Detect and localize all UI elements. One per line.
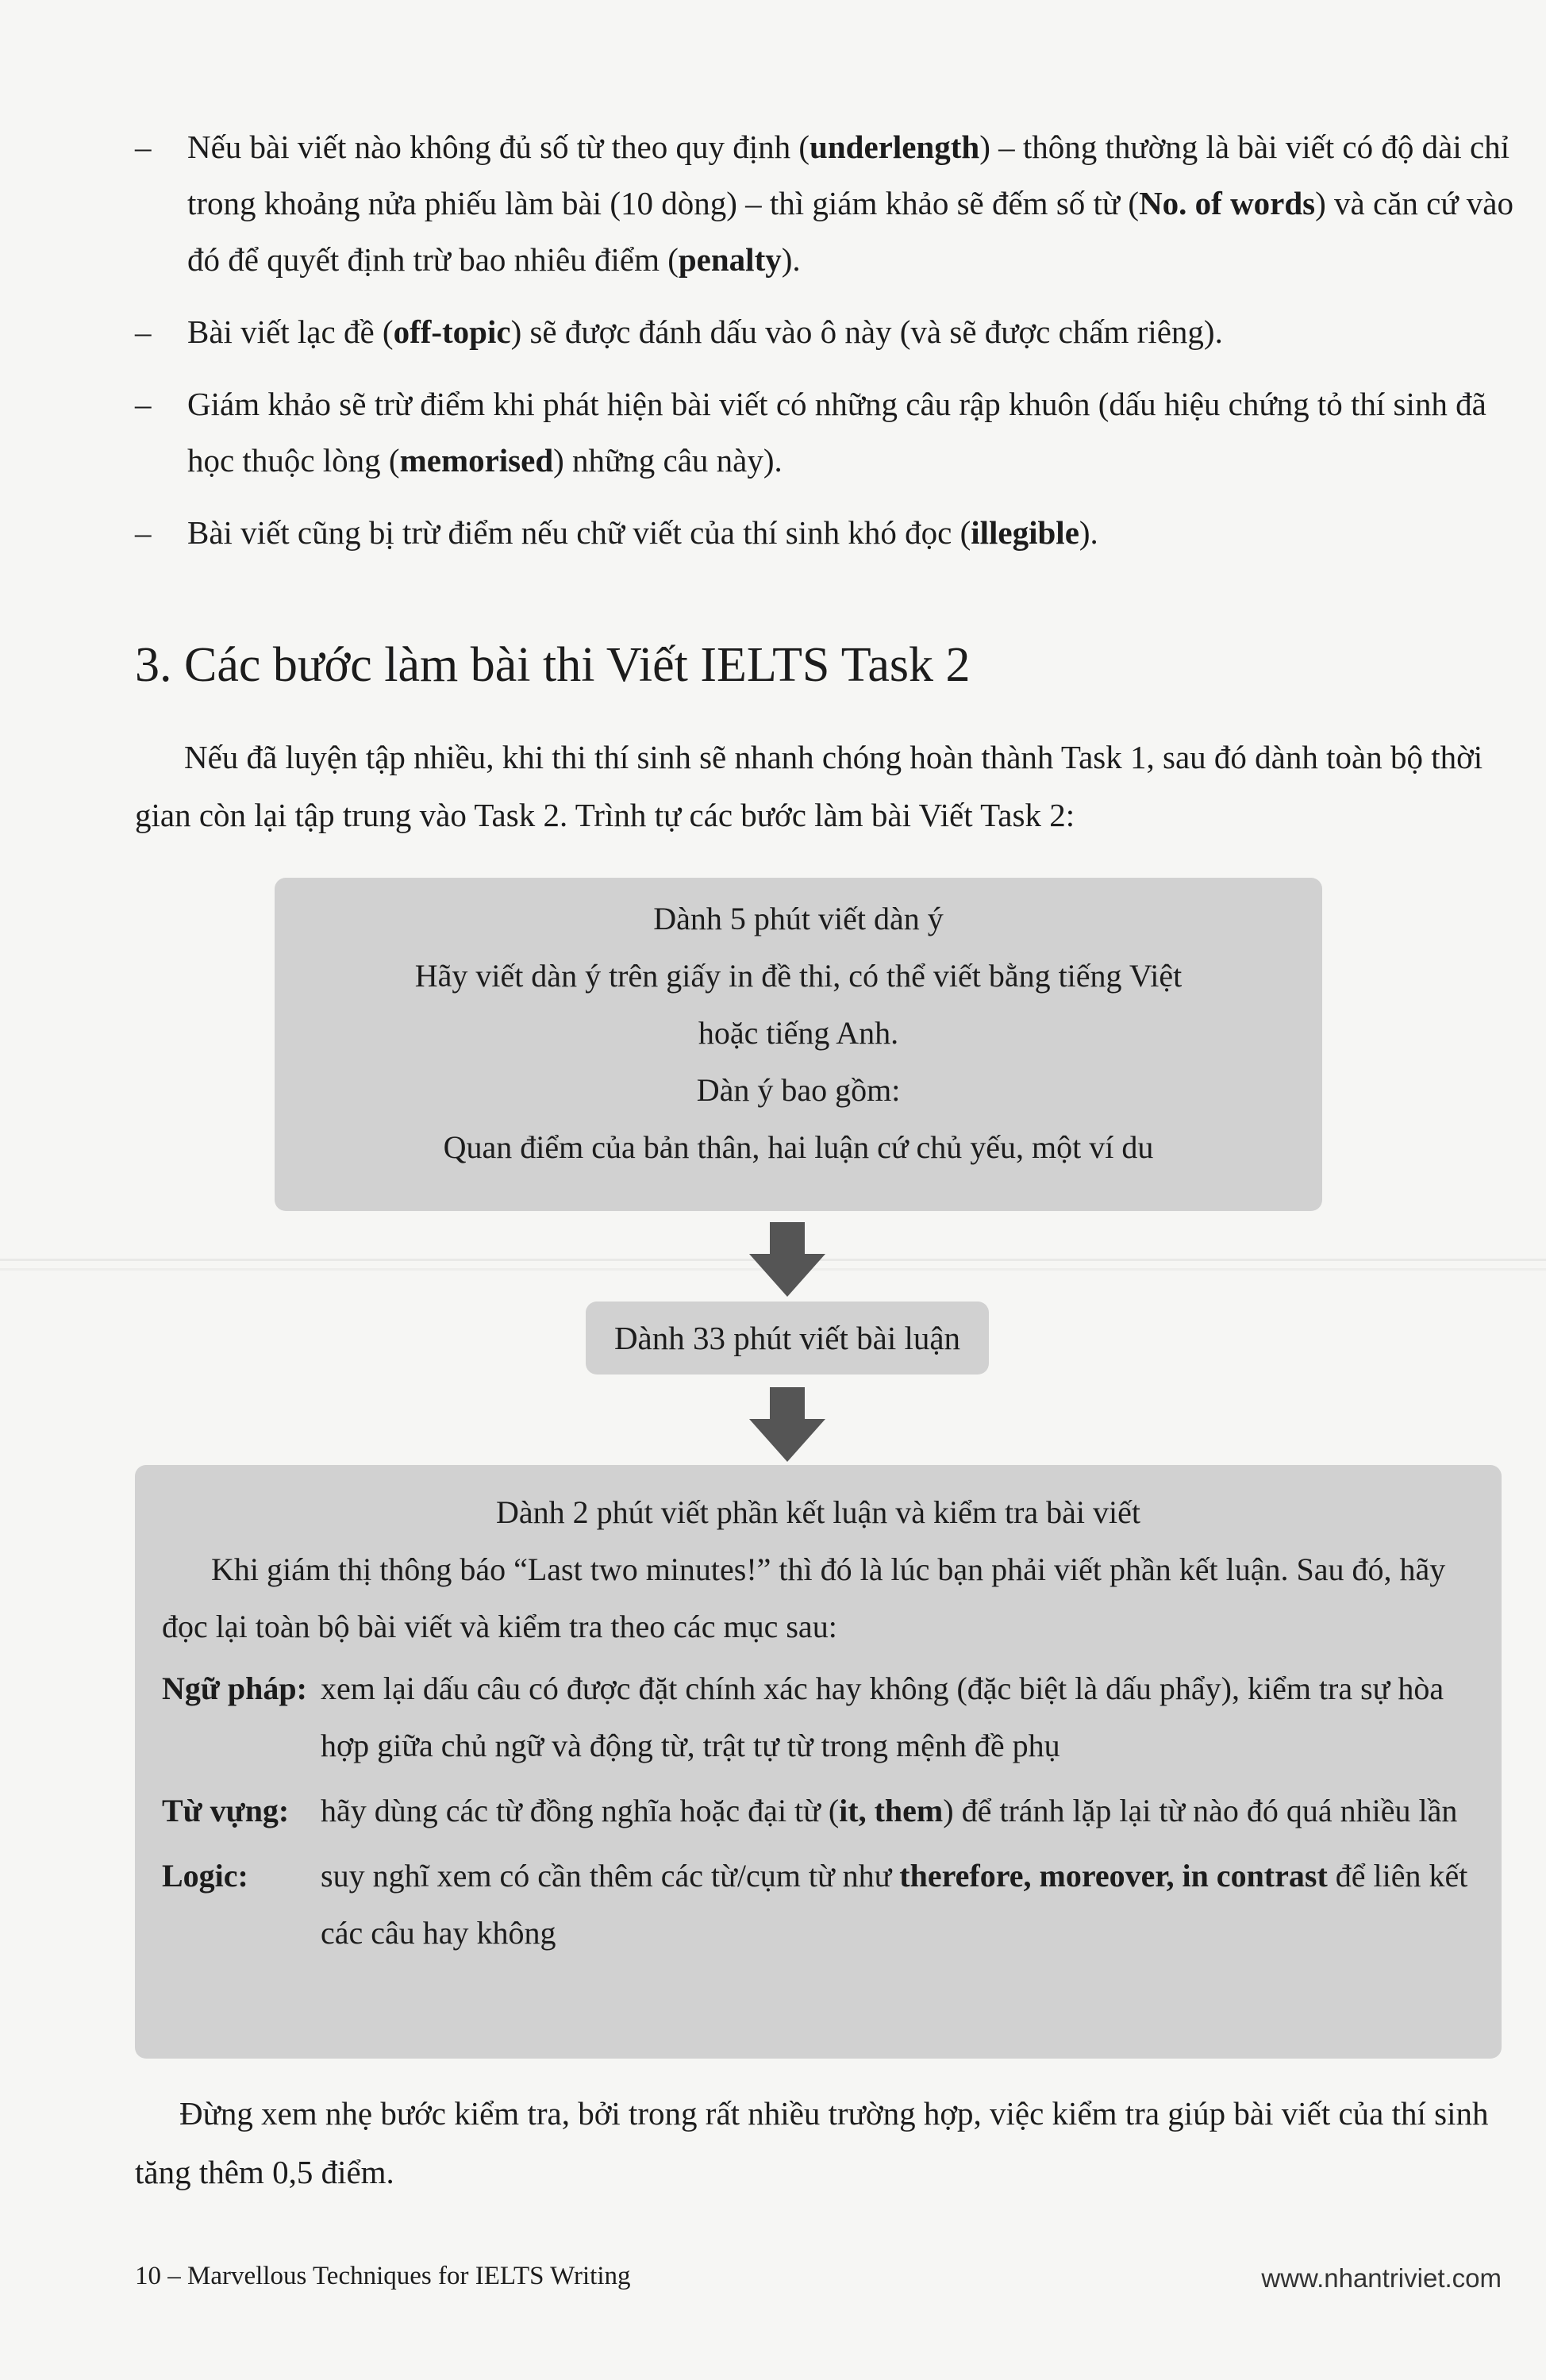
bullet-dash: –	[135, 386, 152, 422]
bullet-memorised	[135, 376, 1516, 489]
step3-title: Dành 2 phút viết phần kết luận và kiểm tra bài viết	[496, 1494, 1140, 1530]
check-row-grammar	[135, 1660, 1502, 1774]
bullet-term: illegible	[971, 514, 1079, 551]
check-text-part: ) để tránh lặp lại từ nào đó quá nhiều lần	[943, 1793, 1458, 1828]
check-term: it, them	[839, 1793, 944, 1828]
closing-paragraph: Đừng xem nhẹ bước kiểm tra, bởi trong rất nhiều trường hợp, việc kiểm tra giúp bài viết của thí sinh tăng thêm 0,5 điểm.	[135, 2095, 1489, 2190]
bullet-term: memorised	[399, 442, 554, 479]
bullet-term: underlength	[810, 129, 980, 165]
bullet-text: ) – thông thường là bài viết có độ dài chỉ trong khoảng nửa phiếu làm bài (10 dòng) – thì giám khảo sẽ đếm số từ (	[187, 129, 1510, 221]
bullet-dash: –	[135, 313, 152, 350]
check-label: Từ vựng:	[162, 1793, 290, 1828]
bullet-text: Bài viết lạc đề (	[187, 313, 394, 350]
check-label: Ngữ pháp:	[162, 1671, 307, 1706]
bullet-text: ) sẽ được đánh dấu vào ô này (và sẽ được chấm riêng).	[510, 313, 1223, 350]
bullet-term: penalty	[678, 241, 782, 278]
step-box-outline	[275, 878, 1322, 1211]
check-text	[321, 1782, 1470, 1840]
check-row-logic	[135, 1847, 1502, 1962]
step3-intro: Khi giám thị thông báo “Last two minutes!” thì đó là lúc bạn phải viết phần kết luận. Sau đó, hãy đọc lại toàn bộ bài viết và kiểm tra theo các mục sau:	[162, 1551, 1446, 1644]
step1-line: Quan điểm của bản thân, hai luận cứ chủ yếu, một ví du	[443, 1129, 1154, 1165]
check-text: xem lại dấu câu có được đặt chính xác hay không (đặc biệt là dấu phẩy), kiểm tra sự hòa hợp giữa chủ ngữ và động từ, trật tự từ trong mệnh đề phụ	[321, 1671, 1444, 1763]
bullet-dash: –	[135, 129, 152, 165]
bullet-text: ) và căn cứ vào đó để quyết định trừ bao nhiêu điểm (	[187, 185, 1514, 278]
step1-line: Dàn ý bao gồm:	[696, 1072, 901, 1108]
bullet-dash: –	[135, 514, 152, 551]
bullet-list	[135, 119, 1516, 577]
check-text	[321, 1847, 1470, 1962]
intro-paragraph: Nếu đã luyện tập nhiều, khi thi thí sinh sẽ nhanh chóng hoàn thành Task 1, sau đó dành toàn bộ thời gian còn lại tập trung vào Task 2. Trình tự các bước làm bài Viết Task 2:	[135, 739, 1483, 833]
footer-page-title: 10 – Marvellous Techniques for IELTS Writing	[135, 2262, 631, 2290]
section-title: 3. Các bước làm bài thi Viết IELTS Task 2	[135, 638, 971, 692]
bullet-text: ) những câu này).	[553, 442, 783, 479]
check-text-part: để liên kết các câu hay không	[321, 1858, 1468, 1951]
down-arrow-icon	[749, 1387, 825, 1462]
bullet-text: Giám khảo sẽ trừ điểm khi phát hiện bài viết có những câu rập khuôn (dấu hiệu chứng tỏ thí sinh đã học thuộc lòng (	[187, 386, 1486, 479]
bullet-underlength	[135, 119, 1516, 288]
step1-line: Hãy viết dàn ý trên giấy in đề thi, có thể viết bằng tiếng Việt	[414, 958, 1183, 994]
bullet-term: No. of words	[1139, 185, 1316, 221]
bullet-text: Bài viết cũng bị trừ điểm nếu chữ viết của thí sinh khó đọc (	[187, 514, 971, 551]
step2-title: Dành 33 phút viết bài luận	[613, 1320, 961, 1356]
check-text-part: suy nghĩ xem có cần thêm các từ/cụm từ như	[321, 1858, 900, 1894]
step1-line: hoặc tiếng Anh.	[698, 1015, 899, 1051]
bullet-illegible	[135, 505, 1516, 561]
footer-website: www.nhantriviet.com	[1261, 2263, 1502, 2293]
check-term: therefore, moreover, in contrast	[899, 1858, 1328, 1894]
bullet-term: off-topic	[393, 313, 511, 350]
check-row-vocabulary	[135, 1782, 1502, 1840]
step-box-essay	[586, 1302, 989, 1375]
step-box-conclusion	[135, 1465, 1502, 2059]
check-label: Logic:	[162, 1858, 248, 1894]
bullet-off-topic	[135, 304, 1516, 360]
bullet-text: ).	[781, 241, 801, 278]
down-arrow-icon	[749, 1222, 825, 1297]
bullet-text: ).	[1079, 514, 1098, 551]
bullet-text: Nếu bài viết nào không đủ số từ theo quy định (	[187, 129, 810, 165]
step1-title: Dành 5 phút viết dàn ý	[653, 901, 944, 936]
check-text-part: hãy dùng các từ đồng nghĩa hoặc đại từ (	[321, 1793, 840, 1828]
